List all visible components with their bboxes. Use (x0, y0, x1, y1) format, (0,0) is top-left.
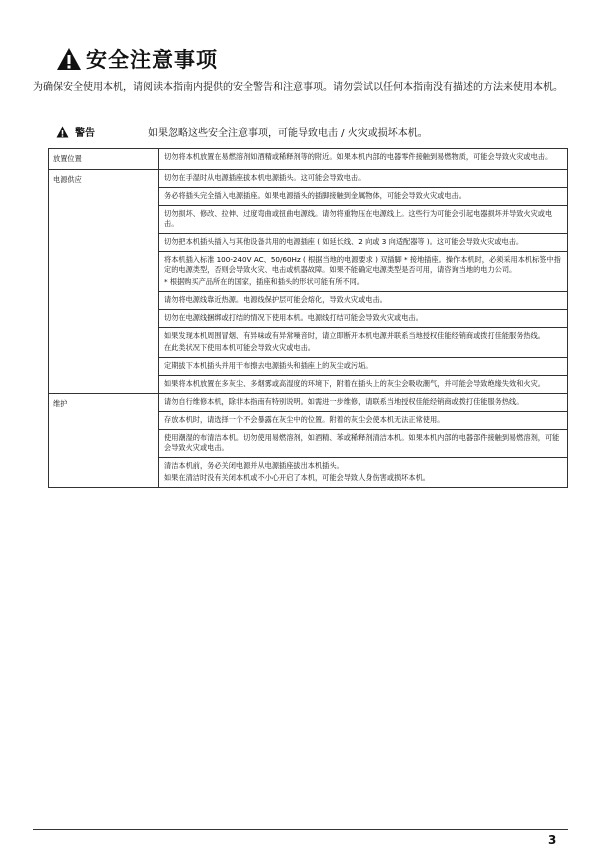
title-row (56, 44, 218, 74)
item-text: 存放本机时，请选择一个不会暴露在灰尘中的位置。附着的灰尘会使本机无法正常使用。 (164, 415, 445, 424)
item-text: 请勿将电源线靠近热源。电源线保护层可能会熔化，导致火灾或电击。 (164, 295, 387, 304)
category-cell: 电源供应 (49, 170, 159, 394)
item-text: 切勿在电源线捆绑或打结的情况下使用本机。电源线打结可能会导致火灾或电击。 (164, 313, 423, 322)
table-row (49, 170, 568, 394)
list-item (159, 394, 567, 412)
category-cell: 维护 (49, 394, 159, 488)
items-cell (159, 149, 568, 170)
warning-icon (56, 126, 69, 138)
list-item (159, 430, 567, 458)
item-text: 如果发现本机周围冒烟、有异味或有异常噪音时，请立即断开本机电源并联系当地授权佳能经销商或拨打佳能服务热线。 (164, 331, 545, 340)
list-item (159, 328, 567, 358)
page-title: 安全注意事项 (86, 48, 218, 72)
item-text: 如果将本机放置在多灰尘、多烟雾或高湿度的环境下，附着在插头上的灰尘会吸收潮气，并可能会导致绝缘失效和火灾。 (164, 379, 545, 388)
items-cell (159, 170, 568, 394)
item-text: 切勿把本机插头插入与其他设备共用的电源插座 ( 如延长线、2 向或 3 向适配器等 )。这可能会导致火灾或电击。 (164, 237, 524, 246)
list-item (159, 234, 567, 252)
list-item (159, 206, 567, 234)
item-text: 使用潮湿的布清洁本机。切勿使用易燃溶剂，如酒精、苯或稀释剂清洁本机。如果本机内部的电器部件接触到易燃溶剂，可能会导致火灾或电击。 (164, 433, 560, 452)
footer-divider (33, 829, 568, 830)
item-text: 请勿自行维修本机，除非本指南有特别说明。如需进一步维修，请联系当地授权佳能经销商或拨打佳能服务热线。 (164, 397, 524, 406)
item-text: 切勿在手湿时从电源插座拔本机电源插头。这可能会导致电击。 (164, 173, 366, 182)
intro-text: 为确保安全使用本机，请阅读本指南内提供的安全警告和注意事项。请勿尝试以任何本指南没有描述的方法来使用本机。 (33, 82, 563, 93)
item-text: 清洁本机前，务必关闭电源并从电源插座拔出本机插头。 (164, 461, 344, 470)
warning-row (56, 124, 428, 139)
item-text: 切勿将本机放置在易燃溶剂如酒精或稀释剂等的附近。如果本机内部的电器零件接触到易燃物质，可能会导致火灾或电击。 (164, 152, 553, 161)
list-item (159, 358, 567, 376)
list-item (159, 412, 567, 430)
list-item (159, 252, 567, 292)
list-item (159, 170, 567, 188)
item-text: 如果在清洁时没有关闭本机或不小心开启了本机，可能会导致人身伤害或损坏本机。 (164, 473, 430, 482)
list-item (159, 310, 567, 328)
warning-label: 警告 (75, 128, 95, 139)
list-item (159, 292, 567, 310)
item-text: 定期拔下本机插头并用干布擦去电源插头和插座上的灰尘或污垢。 (164, 361, 373, 370)
warning-text: 如果忽略这些安全注意事项，可能导致电击 / 火灾或损坏本机。 (148, 128, 428, 139)
page-number: 3 (548, 833, 557, 847)
item-text: 切勿损坏、修改、拉伸、过度弯曲或扭曲电源线。请勿将重物压在电源线上。这些行为可能会引起电器损坏并导致火灾或电击。 (164, 209, 553, 228)
table-row (49, 149, 568, 170)
list-item (159, 458, 567, 487)
item-text: 将本机插入标准 100-240V AC、50/60Hz ( 根据当地的电源要求 ) 双插脚 * 接地插座。操作本机时，必须采用本机标签中指定的电源类型，否则会导致火灾、电击或机器故障。如果不能确定电源类型是否可用，请咨询当地的电力公司。 (164, 255, 561, 274)
list-item (159, 376, 567, 393)
item-text: 在此类状况下使用本机可能会导致火灾或电击。 (164, 343, 315, 352)
warning-icon (56, 47, 82, 71)
safety-table (48, 148, 568, 488)
category-cell: 放置位置 (49, 149, 159, 170)
items-cell (159, 394, 568, 488)
list-item (159, 149, 567, 166)
item-text: 务必将插头完全插入电源插座。如果电源插头的插脚接触到金属物体，可能会导致火灾或电击。 (164, 191, 466, 200)
list-item (159, 188, 567, 206)
table-row (49, 394, 568, 488)
item-text: * 根据购买产品所在的国家，插座和插头的形状可能有所不同。 (164, 277, 364, 286)
